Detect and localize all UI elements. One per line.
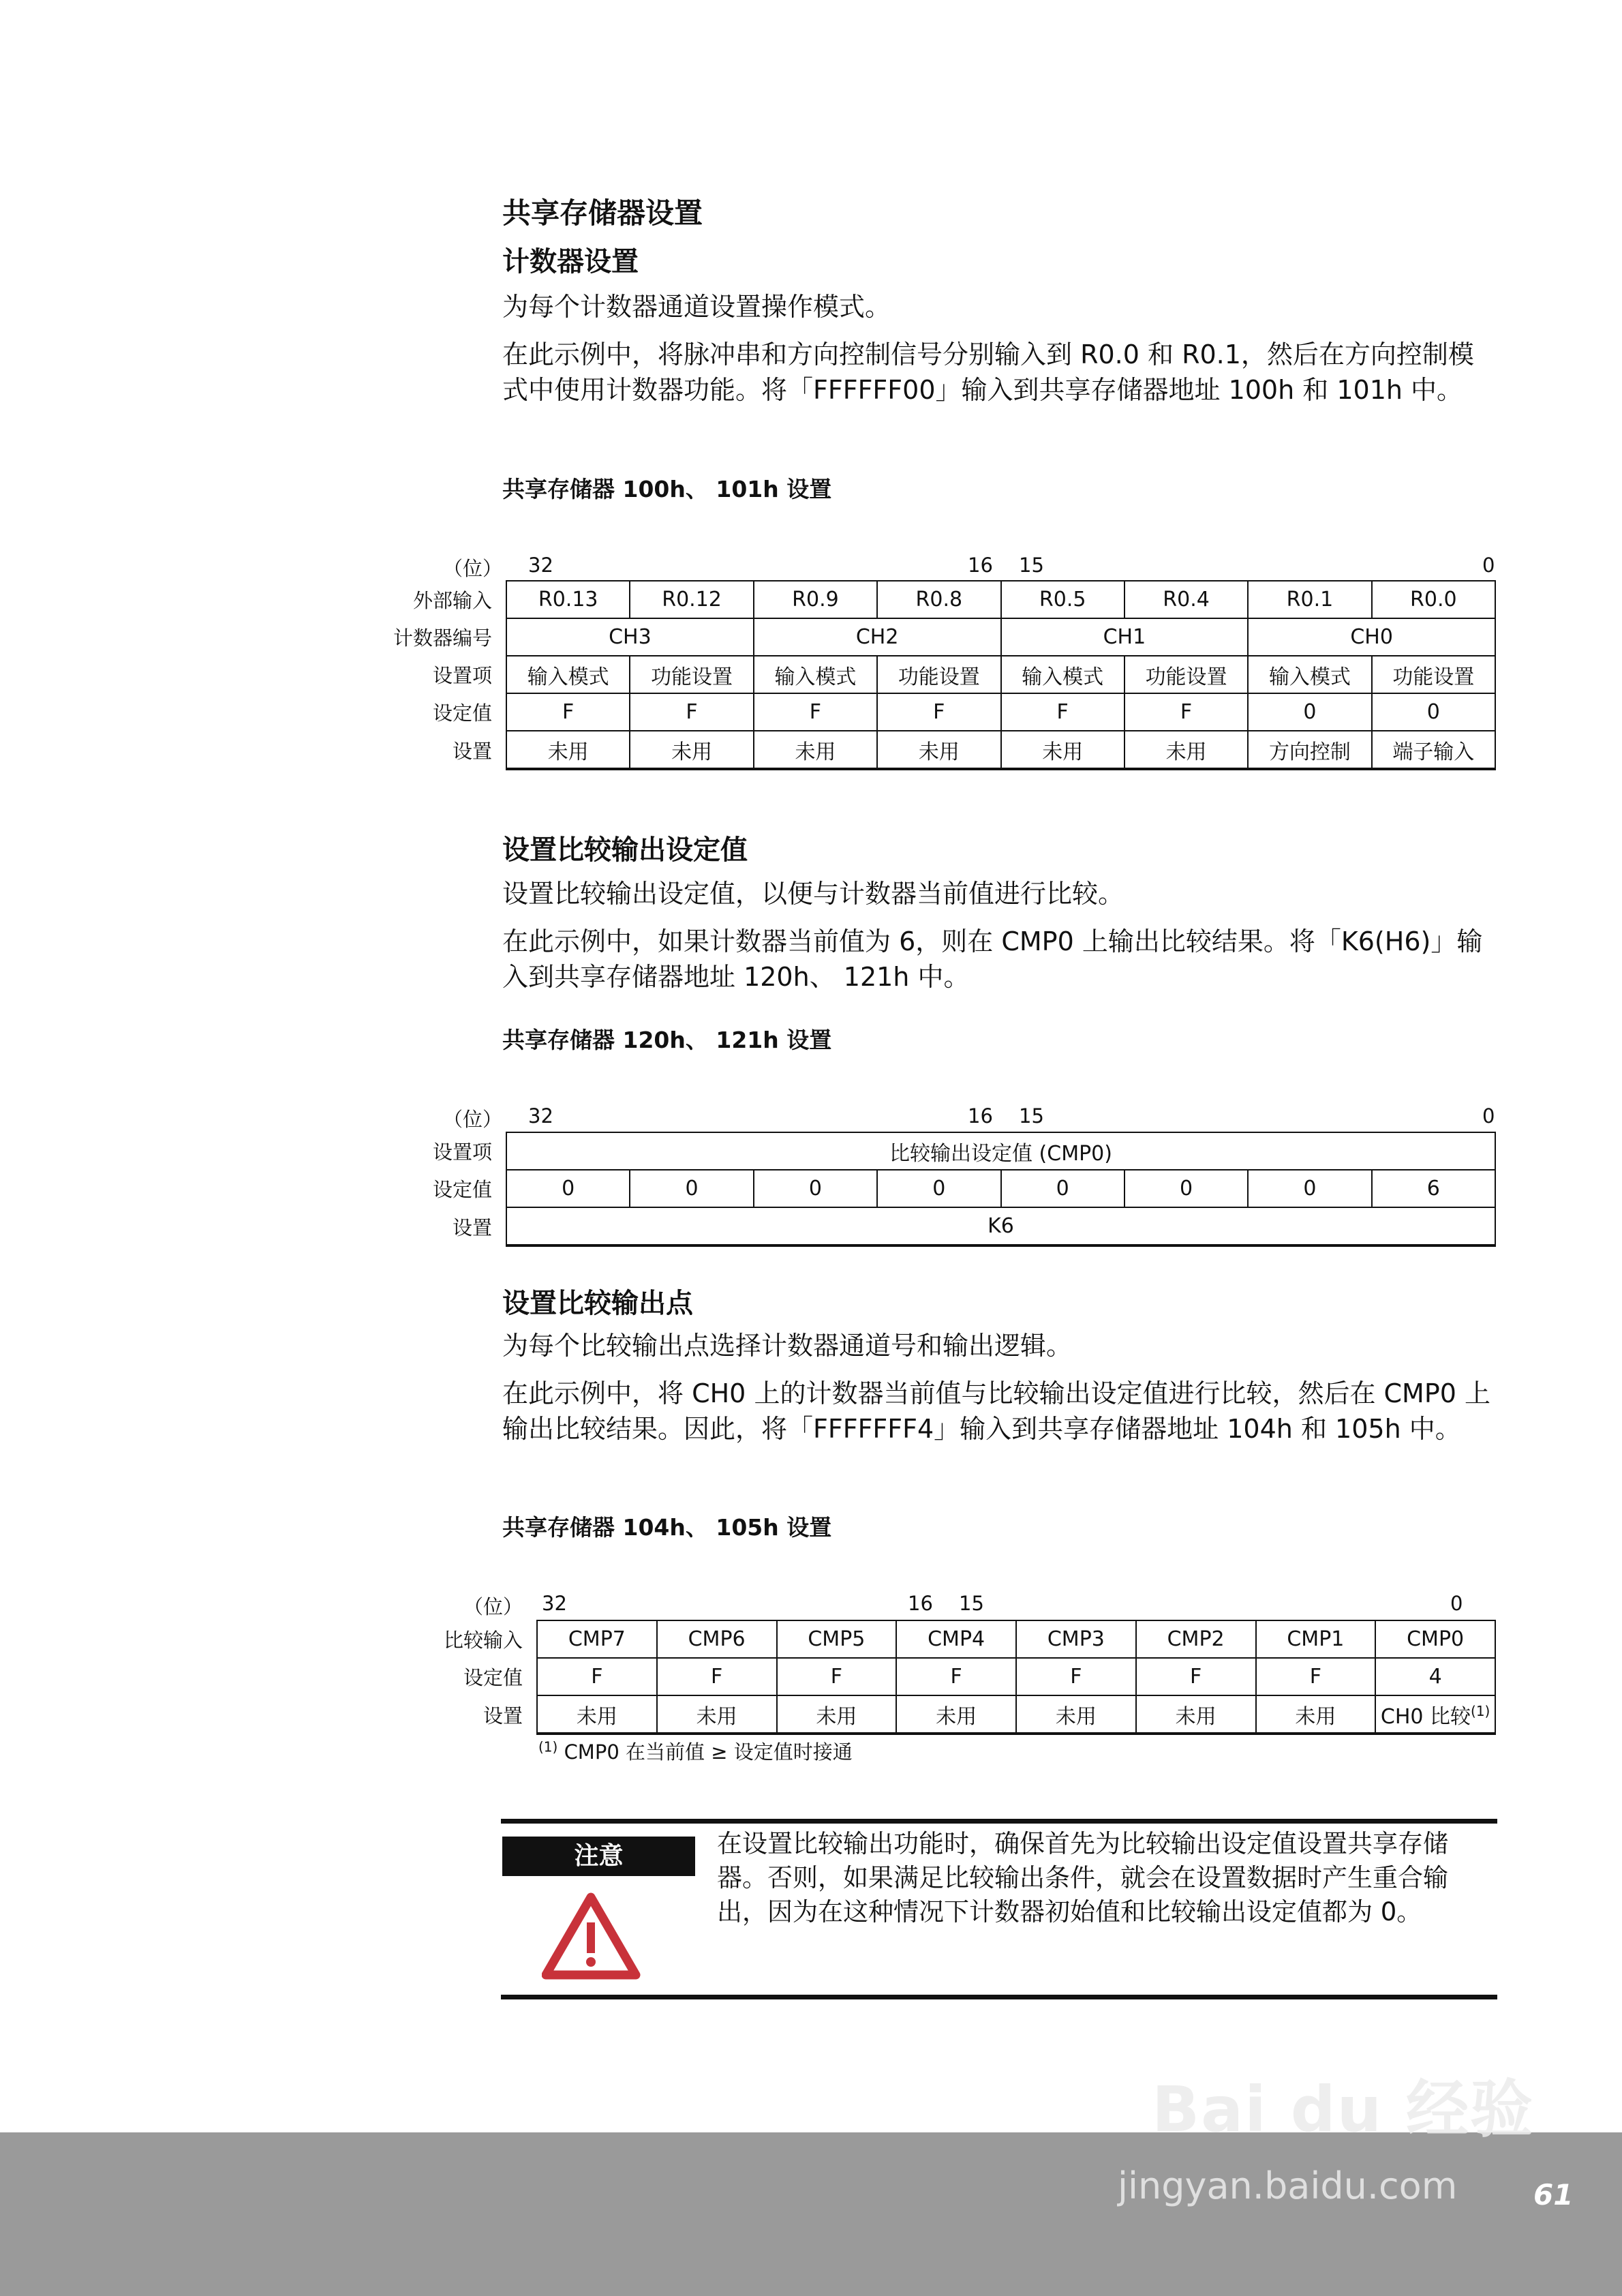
- table-cell: [506, 1207, 1495, 1245]
- row-label: 外部输入: [412, 589, 492, 612]
- table-cell: [877, 1170, 1000, 1207]
- cell-text: 输入模式: [1022, 665, 1104, 689]
- table-cell: [896, 1658, 1016, 1695]
- cell-text: F: [1189, 1665, 1202, 1689]
- cell-text: 0: [1303, 1177, 1317, 1200]
- table-cell: [506, 656, 630, 693]
- bit-16-label: 16: [908, 1592, 933, 1615]
- cell-text: R0.8: [915, 588, 963, 611]
- table-cell: [630, 693, 753, 731]
- watermark-url: jingyan.baidu.com: [1118, 2164, 1458, 2207]
- paragraph: 在此示例中，将 CH0 上的计数器当前值与比较输出设定值进行比较，然后在 CMP0 上输出比较结果。因此，将「FFFFFFF4」输入到共享存储器地址 104h 和 105h 中。: [502, 1378, 1491, 1444]
- cell-text: R0.12: [662, 588, 722, 611]
- cell-text: F: [1070, 1665, 1082, 1689]
- cell-text: 0: [1056, 1177, 1069, 1200]
- cell-text: CH3: [609, 625, 652, 649]
- table-cell: [1248, 693, 1371, 731]
- subsection-title-cmp-point: 设置比较输出点: [502, 1288, 693, 1319]
- register-table-120h: [368, 1132, 1496, 1247]
- cell-text: 4: [1428, 1665, 1442, 1689]
- table-cell: [777, 1695, 897, 1734]
- cell-text: 未用: [696, 1704, 737, 1729]
- table-row: [409, 1658, 1495, 1695]
- cell-text: CMP4: [928, 1627, 985, 1651]
- table-cell: [1372, 581, 1495, 618]
- cell-text: 0: [932, 1177, 946, 1200]
- table-cell: [754, 1170, 877, 1207]
- cell-text: CMP7: [568, 1627, 626, 1651]
- bit-32-label: 32: [528, 1104, 553, 1128]
- cell-text: 未用: [671, 740, 713, 764]
- bit-0-label: 0: [1450, 1592, 1463, 1615]
- table-cell: [1001, 731, 1124, 769]
- table-cell: [1375, 1695, 1495, 1734]
- cell-text: R0.5: [1039, 588, 1086, 611]
- table-cell: [1248, 731, 1371, 769]
- footer-band: [0, 2132, 1622, 2296]
- section-title: 共享存储器设置: [502, 196, 703, 230]
- bit-16-label: 16: [968, 1104, 993, 1128]
- bit-16-label: 16: [968, 554, 993, 577]
- cell-text: F: [1309, 1665, 1321, 1689]
- table-cell: [1001, 581, 1124, 618]
- table-cell: [754, 618, 1001, 656]
- cell-text: 未用: [1175, 1704, 1216, 1729]
- cell-text: CMP0: [1407, 1627, 1465, 1651]
- table-cell: [630, 656, 753, 693]
- cell-text: CMP6: [688, 1627, 746, 1651]
- cell-text: 输入模式: [1268, 665, 1351, 689]
- cell-text: CH0 比较: [1380, 1704, 1471, 1729]
- cell-text: 功能设置: [651, 665, 733, 689]
- table-cell: [777, 1620, 897, 1658]
- bit-unit-label: （位）: [443, 1108, 503, 1131]
- divider: [501, 1995, 1497, 1999]
- table-cell: [754, 731, 877, 769]
- bit-0-label: 0: [1482, 554, 1495, 577]
- table-cell: [657, 1620, 777, 1658]
- table-cell: [1124, 1170, 1248, 1207]
- table-caption: 共享存储器 104h、 105h 设置: [502, 1514, 832, 1541]
- cell-text: 方向控制: [1268, 740, 1351, 764]
- table-cell: [1256, 1658, 1376, 1695]
- row-label: 设置: [483, 1704, 523, 1727]
- table-cell: [754, 656, 877, 693]
- table-cell: [1001, 656, 1124, 693]
- table-row: [409, 1620, 1495, 1658]
- bit-32-label: 32: [542, 1592, 567, 1615]
- table-cell: [777, 1658, 897, 1695]
- table-cell: [1124, 581, 1248, 618]
- row-label: 设定值: [463, 1666, 523, 1689]
- table-cell: [1372, 1170, 1495, 1207]
- bit-15-label: 15: [1019, 554, 1044, 577]
- cell-text: R0.1: [1286, 588, 1334, 611]
- table-caption: 共享存储器 100h、 101h 设置: [502, 476, 832, 502]
- paragraph: 在此示例中，将脉冲串和方向控制信号分别输入到 R0.0 和 R0.1，然后在方向控制模式中使用计数器功能。将「FFFFFF00」输入到共享存储器地址 100h 和 101h 中。: [502, 339, 1474, 405]
- table-cell: [896, 1620, 1016, 1658]
- table-cell: [1001, 618, 1249, 656]
- cell-text: CH1: [1103, 625, 1146, 649]
- register-table-104h: [409, 1620, 1496, 1735]
- cell-text: CMP2: [1167, 1627, 1225, 1651]
- cell-text: R0.0: [1410, 588, 1457, 611]
- table-row: [368, 731, 1495, 769]
- table-cell: [754, 581, 877, 618]
- table-cell: [1001, 693, 1124, 731]
- cell-text: 功能设置: [1145, 665, 1227, 689]
- cell-text: 未用: [795, 740, 836, 764]
- table-caption: 共享存储器 120h、 121h 设置: [502, 1027, 832, 1053]
- table-cell: [506, 581, 630, 618]
- table-cell: [1372, 693, 1495, 731]
- paragraph: 设置比较输出设定值，以便与计数器当前值进行比较。: [502, 879, 1124, 909]
- bit-15-label: 15: [1019, 1104, 1044, 1128]
- table-cell: [1124, 693, 1248, 731]
- cell-text: 未用: [1295, 1704, 1336, 1729]
- bit-unit-label: （位）: [443, 557, 503, 580]
- footnote-ref: (1): [1471, 1702, 1490, 1719]
- cell-text: F: [591, 1665, 603, 1689]
- cell-text: 未用: [576, 1704, 617, 1729]
- table-cell: [506, 1132, 1495, 1170]
- table-cell: [1136, 1658, 1256, 1695]
- table-cell: [506, 1170, 630, 1207]
- cell-text: CH0: [1350, 625, 1393, 649]
- paragraph: 在此示例中，如果计数器当前值为 6，则在 CMP0 上输出比较结果。将「K6(H6)」输入到共享存储器地址 120h、 121h 中。: [502, 926, 1483, 992]
- table-cell: [537, 1695, 657, 1734]
- bit-0-label: 0: [1482, 1104, 1495, 1128]
- table-cell: [537, 1620, 657, 1658]
- table-cell: [1124, 656, 1248, 693]
- table-cell: [1124, 731, 1248, 769]
- cell-text: 0: [562, 1177, 575, 1200]
- cell-text: F: [562, 700, 575, 724]
- cell-text: 比较输出设定值 (CMP0): [889, 1141, 1112, 1166]
- table-cell: [1016, 1695, 1136, 1734]
- table-cell: [1248, 656, 1371, 693]
- cell-text: CMP1: [1287, 1627, 1345, 1651]
- table-cell: [1256, 1620, 1376, 1658]
- table-cell: [1016, 1620, 1136, 1658]
- table-cell: [1136, 1620, 1256, 1658]
- cell-text: 0: [685, 1177, 699, 1200]
- cell-text: 未用: [816, 1704, 857, 1729]
- table-row: [368, 1170, 1495, 1207]
- cell-text: 0: [1426, 700, 1440, 724]
- cell-text: F: [933, 700, 945, 724]
- table-cell: [877, 656, 1000, 693]
- row-label: 设定值: [432, 1178, 492, 1201]
- table-cell: [1136, 1695, 1256, 1734]
- table-cell: [506, 618, 754, 656]
- cell-text: R0.9: [792, 588, 839, 611]
- table-cell: [1372, 731, 1495, 769]
- row-label: 计数器编号: [393, 626, 492, 650]
- cell-text: 6: [1426, 1177, 1440, 1200]
- table-row: [368, 1207, 1495, 1245]
- row-label: 比较输入: [443, 1629, 523, 1652]
- table-cell: [1016, 1658, 1136, 1695]
- table-cell: [630, 1170, 753, 1207]
- cell-text: K6: [988, 1214, 1014, 1238]
- caution-text: 在设置比较输出功能时，确保首先为比较输出设定值设置共享存储器。否则，如果满足比较输出条件，就会在设置数据时产生重合输出，因为在这种情况下计数器初始值和比较输出设定值都为 0。: [717, 1829, 1448, 1927]
- table-cell: [877, 731, 1000, 769]
- cell-text: CMP5: [808, 1627, 866, 1651]
- table-cell: [877, 581, 1000, 618]
- cell-text: 0: [808, 1177, 822, 1200]
- table-cell: [1001, 1170, 1124, 1207]
- bit-15-label: 15: [959, 1592, 984, 1615]
- table-row: [409, 1695, 1495, 1734]
- table-cell: [1256, 1695, 1376, 1734]
- table-cell: [506, 731, 630, 769]
- row-label: 设置项: [432, 664, 492, 687]
- cell-text: F: [686, 700, 698, 724]
- footnote-mark: (1): [538, 1738, 558, 1755]
- table-row: [368, 656, 1495, 693]
- subsection-title-counter: 计数器设置: [502, 246, 639, 277]
- table-cell: [1248, 618, 1495, 656]
- cell-text: F: [1056, 700, 1069, 724]
- bit-32-label: 32: [528, 554, 553, 577]
- cell-text: R0.13: [538, 588, 598, 611]
- watermark-logo: Bai du 经验: [1152, 2073, 1535, 2146]
- table-cell: [630, 731, 753, 769]
- table-cell: [1372, 656, 1495, 693]
- cell-text: R0.4: [1163, 588, 1210, 611]
- cell-text: 功能设置: [1392, 665, 1475, 689]
- cell-text: F: [1180, 700, 1193, 724]
- row-label: 设定值: [432, 701, 492, 725]
- table-cell: [877, 693, 1000, 731]
- divider: [501, 1819, 1497, 1824]
- table-row: [368, 1132, 1495, 1170]
- table-row: [368, 618, 1495, 656]
- table-cell: [537, 1658, 657, 1695]
- subsection-title-cmp-value: 设置比较输出设定值: [502, 834, 748, 866]
- table-cell: [506, 693, 630, 731]
- table-cell: [754, 693, 877, 731]
- paragraph: 为每个比较输出点选择计数器通道号和输出逻辑。: [502, 1331, 1073, 1361]
- cell-text: F: [710, 1665, 723, 1689]
- cell-text: 未用: [1042, 740, 1084, 764]
- table-cell: [630, 581, 753, 618]
- cell-text: CMP3: [1047, 1627, 1105, 1651]
- cell-text: 输入模式: [774, 665, 857, 689]
- bit-unit-label: （位）: [463, 1595, 523, 1618]
- cell-text: F: [950, 1665, 962, 1689]
- table-cell: [1248, 581, 1371, 618]
- row-label: 设置: [452, 1215, 492, 1239]
- cell-text: CH2: [855, 625, 899, 649]
- cell-text: 端子输入: [1392, 740, 1475, 764]
- cell-text: 未用: [1165, 740, 1207, 764]
- cell-text: 未用: [1055, 1704, 1097, 1729]
- cell-text: F: [809, 700, 822, 724]
- table-cell: [1248, 1170, 1371, 1207]
- cell-text: 输入模式: [527, 665, 609, 689]
- row-label: 设置: [452, 739, 492, 763]
- warning-triangle-icon: [542, 1892, 641, 1980]
- caution-label: 注意: [502, 1837, 695, 1876]
- paragraph: 为每个计数器通道设置操作模式。: [502, 292, 891, 322]
- table-cell: [1375, 1620, 1495, 1658]
- cell-text: 未用: [918, 740, 960, 764]
- footnote-text: CMP0 在当前值 ≥ 设定值时接通: [564, 1740, 853, 1764]
- footnote: [538, 1737, 853, 1765]
- register-table-100h: [368, 580, 1496, 770]
- cell-text: 功能设置: [898, 665, 980, 689]
- page-number: 61: [1533, 2178, 1574, 2211]
- cell-text: 0: [1180, 1177, 1193, 1200]
- table-cell: [657, 1695, 777, 1734]
- cell-text: 未用: [936, 1704, 977, 1729]
- table-row: [368, 693, 1495, 731]
- table-cell: [1375, 1658, 1495, 1695]
- table-row: [368, 581, 1495, 618]
- row-label: 设置项: [432, 1141, 492, 1164]
- cell-text: 0: [1303, 700, 1317, 724]
- cell-text: F: [830, 1665, 842, 1689]
- cell-text: 未用: [547, 740, 589, 764]
- table-cell: [657, 1658, 777, 1695]
- table-cell: [896, 1695, 1016, 1734]
